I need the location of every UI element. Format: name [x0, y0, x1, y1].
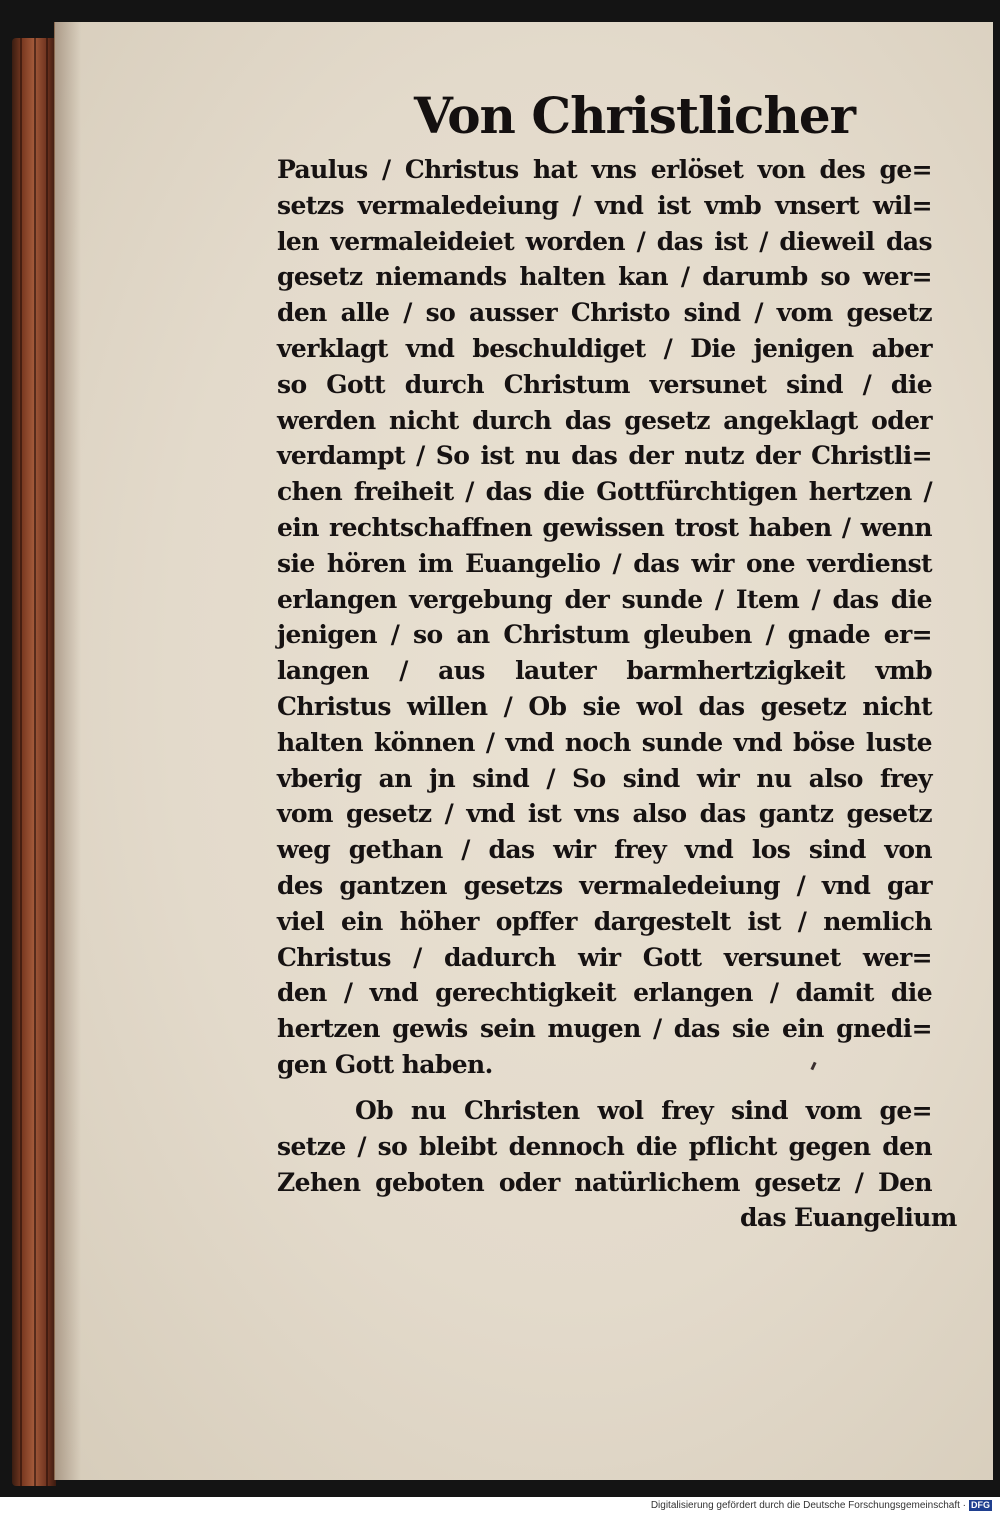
footer-text: Digitalisierung gefördert durch die Deutsche Forschungsgemeinschaft ·: [650, 1500, 966, 1511]
edge-line: [34, 38, 36, 1486]
text-line: des gantzen gesetzs vermaledeiung / vnd gar: [277, 870, 932, 900]
text-line: Christus / dadurch wir Gott versunet wer=: [277, 942, 932, 972]
text-line: chen freiheit / das die Gottfürchtigen hertzen /: [277, 477, 932, 507]
text-line: erlangen vergebung der sunde / Item / das die: [277, 584, 932, 614]
text-line: len vermaleideiet worden / das ist / dieweil das: [277, 226, 932, 256]
text-line: gesetz niemands halten kan / darumb so wer=: [277, 262, 932, 292]
running-head: Von Christlicher: [414, 86, 855, 145]
text-line: weg gethan / das wir frey vnd los sind von: [277, 835, 932, 865]
footer-credit: [560, 1500, 992, 1511]
main-paragraph: [277, 152, 932, 1083]
text-line: vom gesetz / vnd ist vns also das gantz gesetz: [277, 799, 932, 829]
text-line: so Gott durch Christum versunet sind / die: [277, 369, 932, 399]
text-line: setze / so bleibt dennoch die pflicht gegen den: [277, 1131, 932, 1161]
text-line: verklagt vnd beschuldiget / Die jenigen aber: [277, 333, 932, 363]
page-gutter-shadow: [55, 22, 81, 1480]
text-line: verdampt / So ist nu das der nutz der Christli=: [277, 441, 932, 471]
text-line: hertzen gewis sein mugen / das sie ein gnedi=: [277, 1014, 932, 1044]
text-line: Paulus / Christus hat vns erlöset von des ge=: [277, 155, 932, 184]
text-line: den alle / so ausser Christo sind / vom gesetz: [277, 298, 932, 328]
text-line: sie hören im Euangelio / das wir one verdienst: [277, 548, 932, 578]
dfg-logo-icon: DFG: [971, 1500, 990, 1510]
text-line: Ob nu Christen wol frey sind vom ge=: [355, 1096, 932, 1125]
edge-line: [46, 38, 48, 1486]
catchword: das Euangelium: [740, 1203, 957, 1232]
edge-line: [20, 38, 22, 1486]
text-line: werden nicht durch das gesetz angeklagt oder: [277, 405, 932, 435]
text-line: ein rechtschaffnen gewissen trost haben / wenn: [277, 512, 932, 542]
text-line: den / vnd gerechtigkeit erlangen / damit die: [277, 978, 932, 1008]
text-line: Zehen geboten oder natürlichem gesetz / Den: [277, 1167, 932, 1197]
text-line: gen Gott haben.: [277, 1049, 493, 1079]
text-line: vberig an jn sind / So sind wir nu also frey: [277, 763, 932, 793]
text-line: viel ein höher opffer dargestelt ist / nemlich: [277, 906, 932, 936]
second-paragraph: [277, 1093, 932, 1200]
text-line: langen / aus lauter barmhertzigkeit vmb: [277, 656, 932, 686]
text-line: halten können / vnd noch sunde vnd böse luste: [277, 727, 932, 757]
text-line: Christus willen / Ob sie wol das gesetz nicht: [277, 691, 932, 721]
book-fore-edge: [12, 38, 56, 1486]
text-line: jenigen / so an Christum gleuben / gnade er=: [277, 620, 932, 650]
text-line: setzs vermaledeiung / vnd ist vmb vnsert wil=: [277, 190, 932, 220]
